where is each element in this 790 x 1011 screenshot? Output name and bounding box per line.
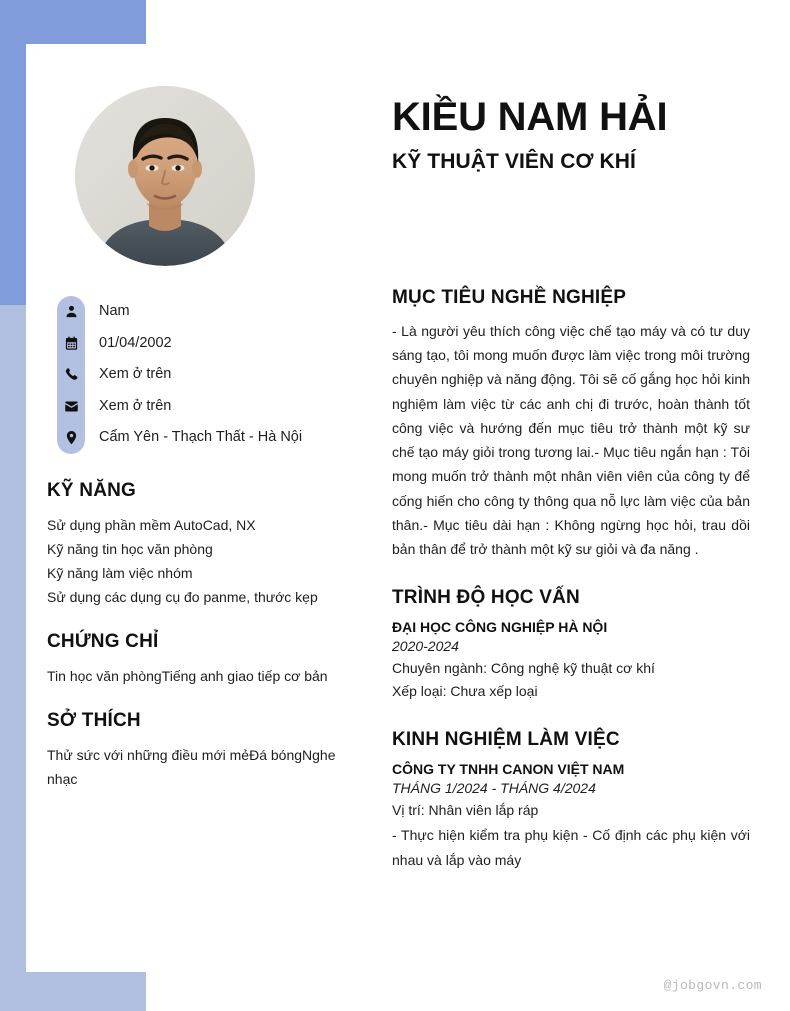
education-period: 2020-2024 [392, 638, 459, 655]
right-column [392, 96, 750, 872]
left-column [47, 86, 367, 791]
experience-period: THÁNG 1/2024 - THÁNG 4/2024 [392, 780, 596, 797]
experience-company: CÔNG TY TNHH CANON VIỆT NAM [392, 761, 625, 778]
contact-item-phone [47, 359, 367, 391]
education-heading: TRÌNH ĐỘ HỌC VẤN [392, 587, 580, 609]
objective-text: - Là người yêu thích công việc chế tạo máy và có tư duy sáng tạo, tôi mong muốn được làm việc trong môi trường chuyên nghiệp và năng động. Tôi sẽ cố gắng học hỏi kinh nghiệm làm việc từ các anh chị đi trước, hoàn thành tốt công việc và hướng đến mục tiêu trở thành một kỹ sư chế tạo máy giỏi trong tương lai.- Mục tiêu ngắn hạn : Tôi mong muốn trở thành một nhân viên viên của công ty để cống hiến cho công ty thông qua nỗ lực làm việc của bản thân.- Mục tiêu dài hạn : Không ngừng học hỏi, trau dồi bản thân để trở thành một kỹ sư giỏi và đa năng . [392, 323, 750, 557]
education-school: ĐẠI HỌC CÔNG NGHIỆP HÀ NỘI [392, 619, 608, 636]
watermark: @jobgovn.com [663, 978, 762, 993]
section-education [392, 587, 750, 703]
contact-item-gender [47, 296, 367, 328]
education-classification: Xếp loại: Chưa xếp loại [392, 683, 538, 700]
hobbies-heading: SỞ THÍCH [47, 709, 141, 731]
education-major: Chuyên ngành: Công nghệ kỹ thuật cơ khí [392, 660, 655, 677]
avatar [75, 86, 255, 266]
job-title: KỸ THUẬT VIÊN CƠ KHÍ [392, 150, 636, 173]
certificates-heading: CHỨNG CHỈ [47, 630, 159, 652]
location-pin-icon [57, 430, 85, 445]
contact-item-email [47, 391, 367, 423]
contact-item-birthdate [47, 328, 367, 360]
experience-heading: KINH NGHIỆM LÀM VIỆC [392, 729, 620, 751]
hobbies-text: Thử sức với những điều mới mẻĐá bóngNghe nhạc [47, 746, 336, 787]
contact-list [47, 296, 367, 454]
section-certificates [47, 631, 367, 688]
experience-description: - Thực hiện kiểm tra phụ kiện - Cố định các phụ kiện với nhau và lắp vào máy [392, 827, 750, 868]
section-objective [392, 287, 750, 561]
certificates-text: Tin học văn phòngTiếng anh giao tiếp cơ bản [47, 667, 328, 684]
envelope-icon [57, 399, 85, 414]
contact-item-address [47, 422, 367, 454]
skill-item: Kỹ năng làm việc nhóm [47, 564, 193, 581]
contact-value: 01/04/2002 [99, 334, 172, 351]
spacer [392, 561, 750, 587]
skills-heading: KỸ NĂNG [47, 479, 137, 501]
spacer [392, 174, 750, 287]
section-hobbies [47, 710, 367, 791]
spacer [392, 703, 750, 729]
calendar-icon [57, 336, 85, 351]
skill-item: Sử dụng các dụng cụ đo panme, thước kẹp [47, 588, 318, 605]
page-title: KIỀU NAM HẢI [392, 95, 668, 139]
skill-item: Kỹ năng tin học văn phòng [47, 540, 213, 557]
person-icon [57, 304, 85, 319]
objective-heading: MỤC TIÊU NGHỀ NGHIỆP [392, 287, 627, 308]
contact-value: Nam [99, 303, 130, 320]
contact-value: Xem ở trên [99, 366, 172, 383]
section-skills [47, 480, 367, 609]
phone-icon [57, 367, 85, 382]
experience-position: Vị trí: Nhân viên lắp ráp [392, 802, 539, 819]
portrait-photo [75, 86, 255, 266]
contact-value: Xem ở trên [99, 397, 172, 414]
contact-value: Cẩm Yên - Thạch Thất - Hà Nội [99, 429, 303, 446]
section-experience [392, 729, 750, 872]
skill-item: Sử dụng phần mềm AutoCad, NX [47, 516, 256, 533]
